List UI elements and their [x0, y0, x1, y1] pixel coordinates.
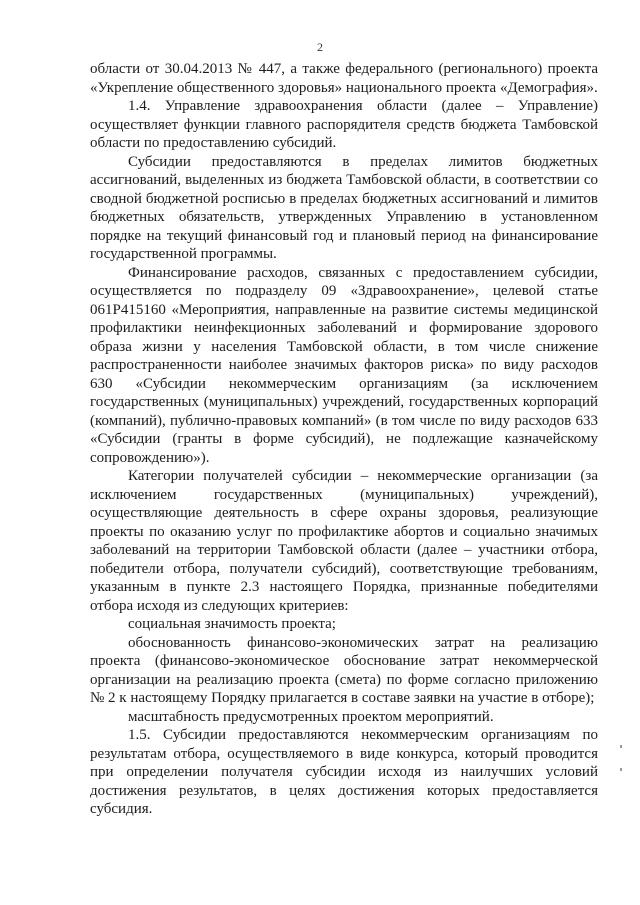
criterion-item: обоснованность финансово-экономических затрат на реализацию проекта (финансово-экономическое обоснование затрат некоммерческой организации на реализацию проекта (смета) по форме согласно приложению № 2 к настоящему Порядку прилагается в составе заявки на участие в отборе);: [90, 634, 598, 706]
scan-speck: [620, 768, 622, 771]
criterion-item: социальная значимость проекта;: [128, 616, 336, 632]
paragraph-1-4: 1.4. Управление здравоохранения области (далее – Управление) осуществляет функции главного распорядителя средств бюджета Тамбовской области по предоставлению субсидий.: [90, 98, 598, 151]
paragraph-financing: Финансирование расходов, связанных с предоставлением субсидии, осуществляется по подразделу 09 «Здравоохранение», целевой статье 061P415160 «Мероприятия, направленные на развитие системы медицинской профилактики неинфекционных заболеваний и формирование здорового образа жизни у населения Тамбовской области, в том числе снижение распространенности наиболее значимых факторов риска» по виду расходов 630 «Субсидии некоммерческим организациям (за исключением государственных (муниципальных) учреждений, государственных корпораций (компаний), публично-правовых компаний» (в том числе по виду расходов 633 «Субсидии (гранты в форме субсидий), не подлежащие казначейскому сопровождению»).: [90, 264, 598, 466]
paragraph-continuation: области от 30.04.2013 № 447, а также федерального (регионального) проекта «Укрепление общественного здоровья» национального проекта «Демография».: [90, 61, 598, 96]
criterion-item: масштабность предусмотренных проектом мероприятий.: [128, 708, 494, 725]
scan-speck: [620, 745, 622, 748]
paragraph-subsidy-limits: Субсидии предоставляются в пределах лимитов бюджетных ассигнований, выделенных из бюджета Тамбовской области, в соответствии со сводной бюджетной росписью в пределах бюджетных ассигнований и лимитов бюджетных обязательств, утвержденных Управлению в установленном порядке на текущий финансовый год и плановый период на финансирование государственной программы.: [90, 153, 598, 262]
document-body: [90, 60, 598, 819]
paragraph-recipient-categories: Категории получателей субсидии – некоммерческие организации (за исключением государственных (муниципальных) учреждений), осуществляющие деятельность в сфере охраны здоровья, реализующие проекты по оказанию услуг по профилактике абортов и социально значимых заболеваний на территории Тамбовской области (далее – участники отбора, победители отбора, получатели субсидий), соответствующие требованиям, указанным в пункте 2.3 настоящего Порядка, признанные победителями отбора исходя из следующих критериев:: [90, 468, 598, 614]
paragraph-1-5: 1.5. Субсидии предоставляются некоммерческим организациям по результатам отбора, осуществляемого в виде конкурса, который проводится при определении получателя субсидии исходя из наилучших условий достижения результатов, в целях достижения которых предоставляется субсидия.: [90, 727, 598, 817]
page-number: 2: [317, 40, 323, 54]
